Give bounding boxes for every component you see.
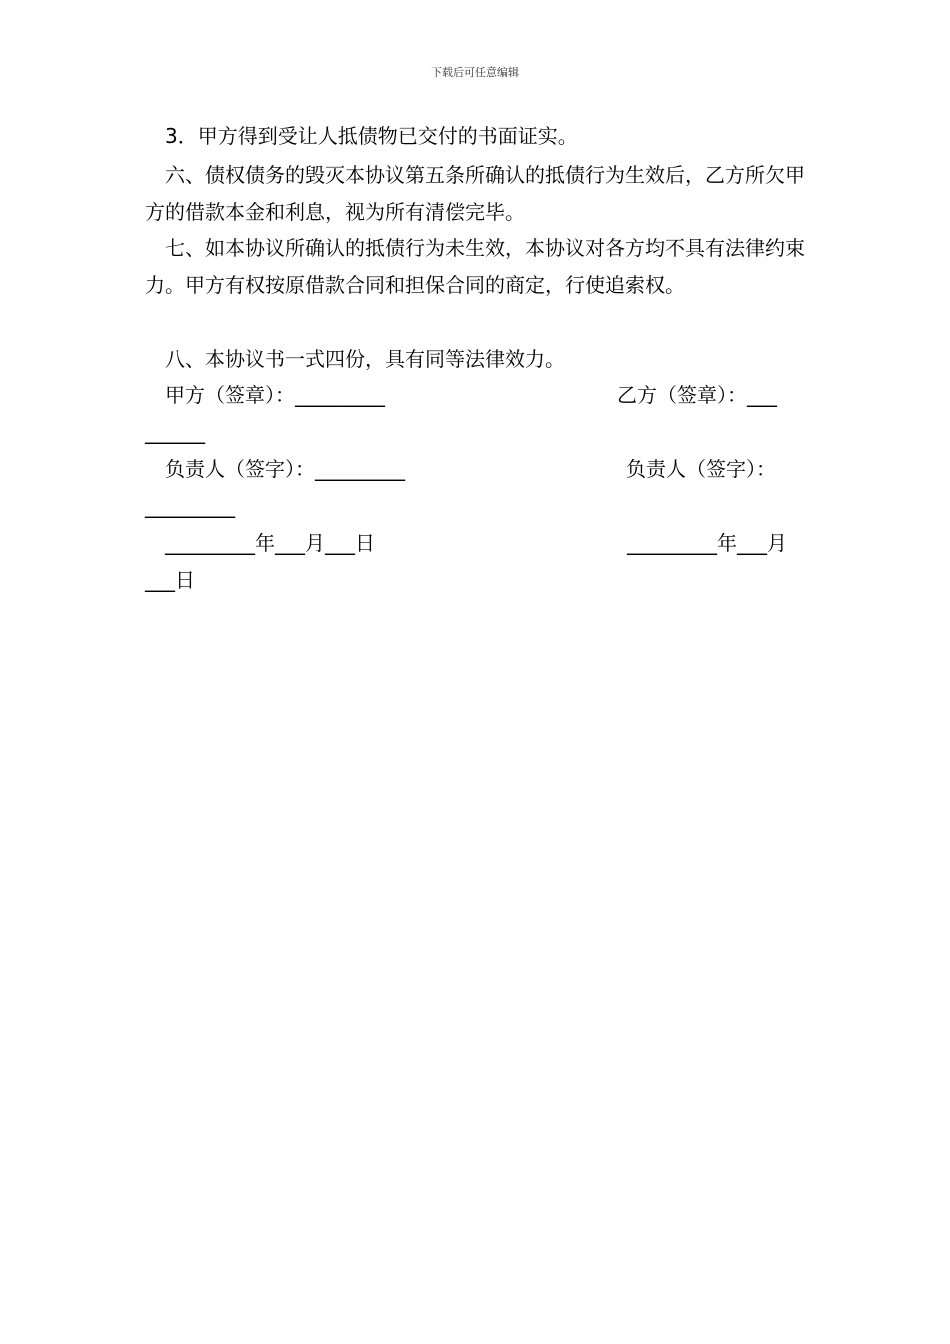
party-b-seal-line-cont: ______ bbox=[145, 420, 205, 444]
responsible-a-signature-line: 负责人（签字）：_________ bbox=[165, 457, 405, 481]
clause-seven: 七、如本协议所确认的抵债行为未生效，本协议对各方均不具有法律约束力。甲方有权按原借款合同和担保合同的商定，行使追索权。 bbox=[145, 236, 805, 297]
responsible-b-signature-line: 负责人（签字）： bbox=[626, 457, 776, 481]
clause-3-text: 3．甲方得到受让人抵债物已交付的书面证实。 bbox=[165, 124, 578, 148]
date-a-line: _________年___月___日 bbox=[165, 531, 375, 555]
date-b-line-cont: ___日 bbox=[145, 568, 195, 592]
clause-six: 六、债权债务的毁灭本协议第五条所确认的抵债行为生效后，乙方所欠甲方的借款本金和利息，视为所有清偿完毕。 bbox=[145, 163, 805, 224]
party-a-seal-line: 甲方（签章）：_________ bbox=[165, 383, 385, 407]
clause-eight: 八、本协议书一式四份，具有同等法律效力。 bbox=[165, 347, 565, 371]
party-b-seal-line: 乙方（签章）：___ bbox=[617, 383, 777, 407]
responsible-b-signature-line-cont: _________ bbox=[145, 494, 235, 518]
date-b-line: _________年___月 bbox=[627, 531, 787, 555]
clause-3 bbox=[145, 118, 805, 155]
page-header: 下载后可任意编辑 bbox=[431, 66, 519, 79]
